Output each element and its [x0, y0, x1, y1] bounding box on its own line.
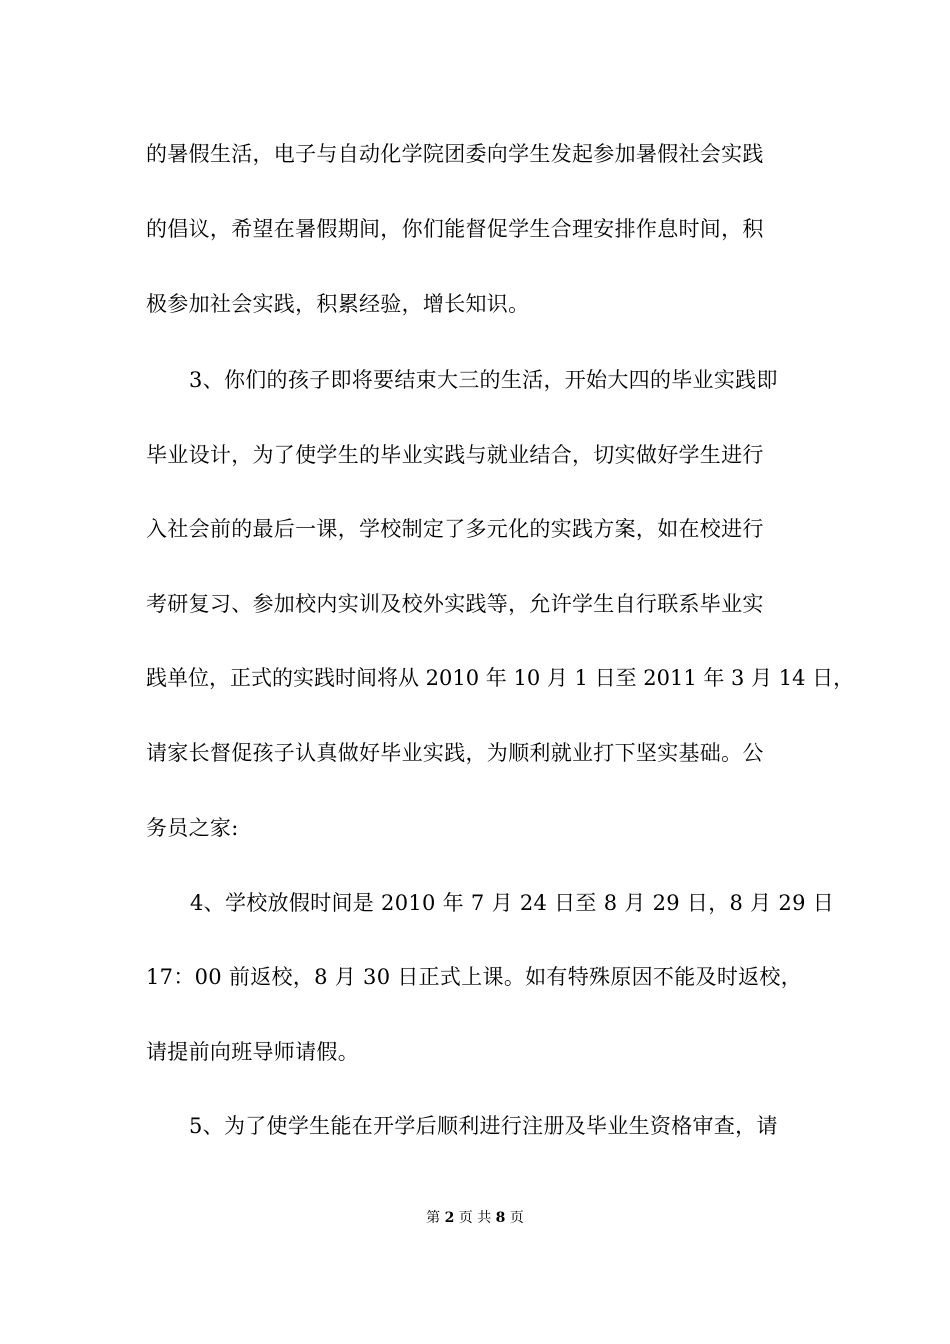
page-footer: [0, 1208, 950, 1228]
current-page-number: 2: [444, 1210, 455, 1226]
text-line: 请家长督促孩子认真做好毕业实践，为顺利就业打下坚实基础。公: [146, 741, 764, 765]
text-line: 考研复习、参加校内实训及校外实践等，允许学生自行联系毕业实: [146, 592, 764, 616]
text-line: 的暑假生活，电子与自动化学院团委向学生发起参加暑假社会实践: [146, 142, 764, 166]
paragraph-4-start: 4、学校放假时间是 2010 年 7 月 24 日至 8 月 29 日，8 月 29 日: [190, 891, 835, 915]
text-line: 务员之家:: [146, 816, 239, 840]
paragraph-3-start: 3、你们的孩子即将要结束大三的生活，开始大四的毕业实践即: [189, 368, 778, 392]
text-line: 请提前向班导师请假。: [146, 1040, 359, 1064]
footer-prefix: 第: [426, 1210, 441, 1226]
footer-middle: 页 共: [458, 1210, 492, 1226]
text-line: 17：00 前返校，8 月 30 日正式上课。如有特殊原因不能及时返校，: [146, 965, 803, 989]
paragraph-5-start: 5、为了使学生能在开学后顺利进行注册及毕业生资格审查，请: [189, 1114, 778, 1138]
text-line: 践单位，正式的实践时间将从 2010 年 10 月 1 日至 2011 年 3 月 14 日，: [146, 666, 855, 690]
footer-suffix: 页: [509, 1210, 524, 1226]
text-line: 入社会前的最后一课，学校制定了多元化的实践方案，如在校进行: [146, 517, 764, 541]
text-line: 的倡议，希望在暑假期间，你们能督促学生合理安排作息时间，积: [146, 217, 764, 241]
text-line: 极参加社会实践，积累经验，增长知识。: [146, 292, 530, 316]
total-pages-number: 8: [495, 1210, 506, 1226]
text-line: 毕业设计，为了使学生的毕业实践与就业结合，切实做好学生进行: [146, 443, 764, 467]
